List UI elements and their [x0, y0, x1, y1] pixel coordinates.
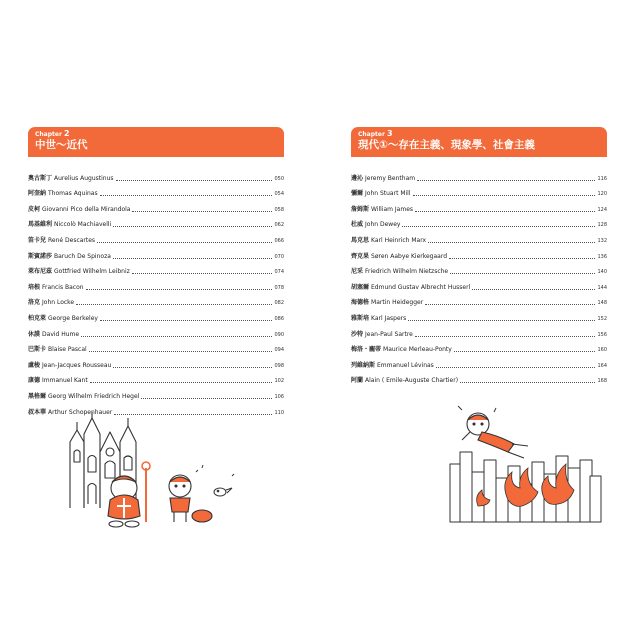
philosopher-name-en: Edmund Gustav Albrecht Husserl [371, 283, 471, 291]
page-number: 110 [274, 409, 284, 416]
philosopher-name-zh: 皮柯 [28, 205, 41, 213]
toc-list [351, 167, 607, 385]
dot-leader [425, 304, 595, 305]
philosopher-name-zh: 邊沁 [351, 174, 364, 182]
page-number: 050 [274, 175, 284, 182]
toc-entry [28, 323, 284, 339]
page-number: 156 [597, 331, 607, 338]
page-number: 086 [274, 315, 284, 322]
toc-entry [28, 245, 284, 261]
philosopher-name-zh: 洛克 [28, 299, 41, 307]
toc-entry [351, 229, 607, 245]
philosopher-name-zh: 康德 [28, 377, 41, 385]
dot-leader [116, 180, 273, 181]
philosopher-name-zh: 盧梭 [28, 361, 41, 369]
chapter-3-column [351, 127, 607, 385]
philosopher-name-en: Aurelius Augustinus [54, 174, 114, 182]
cathedral-illustration [62, 412, 262, 530]
dot-leader [86, 289, 273, 290]
philosopher-name-en: Karl Jaspers [371, 314, 407, 322]
page-number: 094 [274, 347, 284, 354]
philosopher-name-en: Blaise Pascal [48, 346, 87, 354]
toc-entry [351, 183, 607, 199]
philosopher-name-en: Gottfried Wilhelm Leibniz [54, 268, 130, 276]
philosopher-name-en: John Dewey [365, 221, 401, 229]
dot-leader [402, 226, 595, 227]
philosopher-name-en: Jean-Paul Sartre [365, 330, 413, 338]
philosopher-name-zh: 列維納斯 [351, 361, 376, 369]
philosopher-name-zh: 培根 [28, 283, 41, 291]
flying-character-illustration [448, 402, 603, 527]
dot-leader [81, 336, 272, 337]
philosopher-name-en: Thomas Aquinas [48, 190, 98, 198]
philosopher-name-en: Baruch De Spinoza [54, 252, 111, 260]
philosopher-name-en: John Stuart Mill [365, 190, 411, 198]
philosopher-name-zh: 詹姆斯 [351, 205, 370, 213]
toc-entry [28, 276, 284, 292]
page-number: 070 [274, 253, 284, 260]
philosopher-name-en: Georg Wilhelm Friedrich Hegel [48, 392, 140, 400]
dot-leader [415, 211, 595, 212]
philosopher-name-zh: 彌爾 [351, 190, 364, 198]
toc-entry [28, 307, 284, 323]
page-number: 116 [597, 175, 607, 182]
toc-entry [28, 198, 284, 214]
philosopher-name-zh: 笛卡兒 [28, 236, 47, 244]
toc-entry [28, 292, 284, 308]
toc-list [28, 167, 284, 417]
philosopher-name-en: Martin Heidegger [371, 299, 424, 307]
page-number: 132 [597, 237, 607, 244]
chapter-2-column [28, 127, 284, 417]
philosopher-name-zh: 斯賓諾莎 [28, 252, 53, 260]
philosopher-name-zh: 齊克果 [351, 252, 370, 260]
dot-leader [132, 211, 272, 212]
chapter-title: 中世～近代 [35, 139, 88, 151]
dot-leader [100, 320, 273, 321]
philosopher-name-zh: 尼采 [351, 268, 364, 276]
toc-entry [351, 339, 607, 355]
page-number: 144 [597, 284, 607, 291]
dot-leader [113, 226, 272, 227]
page-number: 078 [274, 284, 284, 291]
philosopher-name-en: Jean-Jacques Rousseau [42, 361, 112, 369]
page-number: 106 [274, 393, 284, 400]
toc-entry [28, 183, 284, 199]
philosopher-name-en: John Locke [42, 299, 75, 307]
philosopher-name-en: Friedrich Wilhelm Nietzsche [365, 268, 449, 276]
toc-entry [28, 354, 284, 370]
dot-leader [415, 336, 596, 337]
dot-leader [141, 398, 272, 399]
dot-leader [76, 304, 272, 305]
philosopher-name-en: Karl Heinrich Marx [371, 236, 427, 244]
philosopher-name-zh: 馬基維利 [28, 221, 53, 229]
toc-entry [351, 276, 607, 292]
philosopher-name-zh: 休謨 [28, 330, 41, 338]
dot-leader [436, 367, 596, 368]
chapter-word: Chapter [35, 131, 62, 138]
dot-leader [100, 195, 273, 196]
toc-entry [351, 370, 607, 386]
dot-leader [132, 273, 273, 274]
philosopher-name-zh: 巴斯卡 [28, 346, 47, 354]
page-number: 128 [597, 222, 607, 229]
dot-leader [90, 382, 273, 383]
philosopher-name-zh: 沙特 [351, 330, 364, 338]
chapter-word: Chapter [358, 131, 385, 138]
page-number: 152 [597, 315, 607, 322]
dot-leader [97, 242, 272, 243]
philosopher-name-en: Søren Aabye Kierkegaard [371, 252, 448, 260]
dot-leader [428, 242, 595, 243]
chapter-title: 現代①～存在主義、現象學、社會主義 [358, 139, 535, 151]
toc-entry [351, 307, 607, 323]
philosopher-name-zh: 海德格 [351, 299, 370, 307]
dot-leader [460, 382, 595, 383]
philosopher-name-en: Francis Bacon [42, 283, 84, 291]
page-number: 066 [274, 237, 284, 244]
philosopher-name-en: Maurice Merleau-Ponty [383, 346, 452, 354]
philosopher-name-zh: 梅洛・龐蒂 [351, 346, 382, 354]
philosopher-name-zh: 雅斯培 [351, 314, 370, 322]
page-number: 136 [597, 253, 607, 260]
dot-leader [417, 180, 595, 181]
chapter-number: 2 [64, 129, 70, 138]
philosopher-name-zh: 萊布尼茲 [28, 268, 53, 276]
dot-leader [89, 351, 273, 352]
philosopher-name-zh: 柏克萊 [28, 314, 47, 322]
page-number: 168 [597, 378, 607, 385]
philosopher-name-en: Giovanni Pico della Mirandola [42, 205, 131, 213]
philosopher-name-en: George Berkeley [48, 314, 98, 322]
philosopher-name-en: Niccolò Machiavelli [54, 221, 112, 229]
page-number: 124 [597, 206, 607, 213]
page-number: 148 [597, 300, 607, 307]
dot-leader [449, 258, 595, 259]
philosopher-name-en: Alain ( Emile-Auguste Chartier) [365, 377, 459, 385]
philosopher-name-zh: 杜威 [351, 221, 364, 229]
page-number: 074 [274, 269, 284, 276]
philosopher-name-en: Immanuel Kant [42, 377, 88, 385]
dot-leader [113, 367, 272, 368]
dot-leader [450, 273, 595, 274]
philosopher-name-zh: 黑格爾 [28, 392, 47, 400]
page-number: 140 [597, 269, 607, 276]
philosopher-name-zh: 阿蘭 [351, 377, 364, 385]
page-number: 102 [274, 378, 284, 385]
philosopher-name-zh: 胡塞爾 [351, 283, 370, 291]
chapter-label [358, 130, 607, 138]
chapter-number: 3 [387, 129, 393, 138]
toc-entry [351, 323, 607, 339]
page-number: 164 [597, 362, 607, 369]
page-number: 062 [274, 222, 284, 229]
page-number: 082 [274, 300, 284, 307]
philosopher-name-zh: 馬克思 [351, 236, 370, 244]
toc-entry [28, 167, 284, 183]
toc-entry [28, 370, 284, 386]
toc-entry [351, 198, 607, 214]
toc-entry [351, 292, 607, 308]
toc-entry [28, 385, 284, 401]
toc-entry [351, 245, 607, 261]
toc-entry [28, 214, 284, 230]
philosopher-name-en: René Descartes [48, 236, 96, 244]
dot-leader [454, 351, 596, 352]
page-number: 090 [274, 331, 284, 338]
page-number: 058 [274, 206, 284, 213]
toc-entry [351, 214, 607, 230]
toc-entry [28, 261, 284, 277]
philosopher-name-en: David Hume [42, 330, 80, 338]
toc-entry [351, 354, 607, 370]
page-number: 160 [597, 347, 607, 354]
philosopher-name-en: Jeremy Bentham [365, 174, 416, 182]
philosopher-name-zh: 叔本華 [28, 408, 47, 416]
dot-leader [408, 320, 595, 321]
philosopher-name-en: William James [371, 205, 414, 213]
chapter-banner [28, 127, 284, 157]
page-number: 098 [274, 362, 284, 369]
toc-entry [28, 339, 284, 355]
dot-leader [413, 195, 596, 196]
chapter-banner [351, 127, 607, 157]
page-number: 120 [597, 191, 607, 198]
page-number: 054 [274, 191, 284, 198]
toc-entry [351, 167, 607, 183]
philosopher-name-en: Arthur Schopenhauer [48, 408, 113, 416]
toc-entry [28, 229, 284, 245]
philosopher-name-zh: 阿奎納 [28, 190, 47, 198]
toc-entry [351, 261, 607, 277]
chapter-label [35, 130, 284, 138]
dot-leader [472, 289, 595, 290]
philosopher-name-en: Emmanuel Lévinas [377, 361, 434, 369]
dot-leader [113, 258, 273, 259]
philosopher-name-zh: 奧古斯丁 [28, 174, 53, 182]
